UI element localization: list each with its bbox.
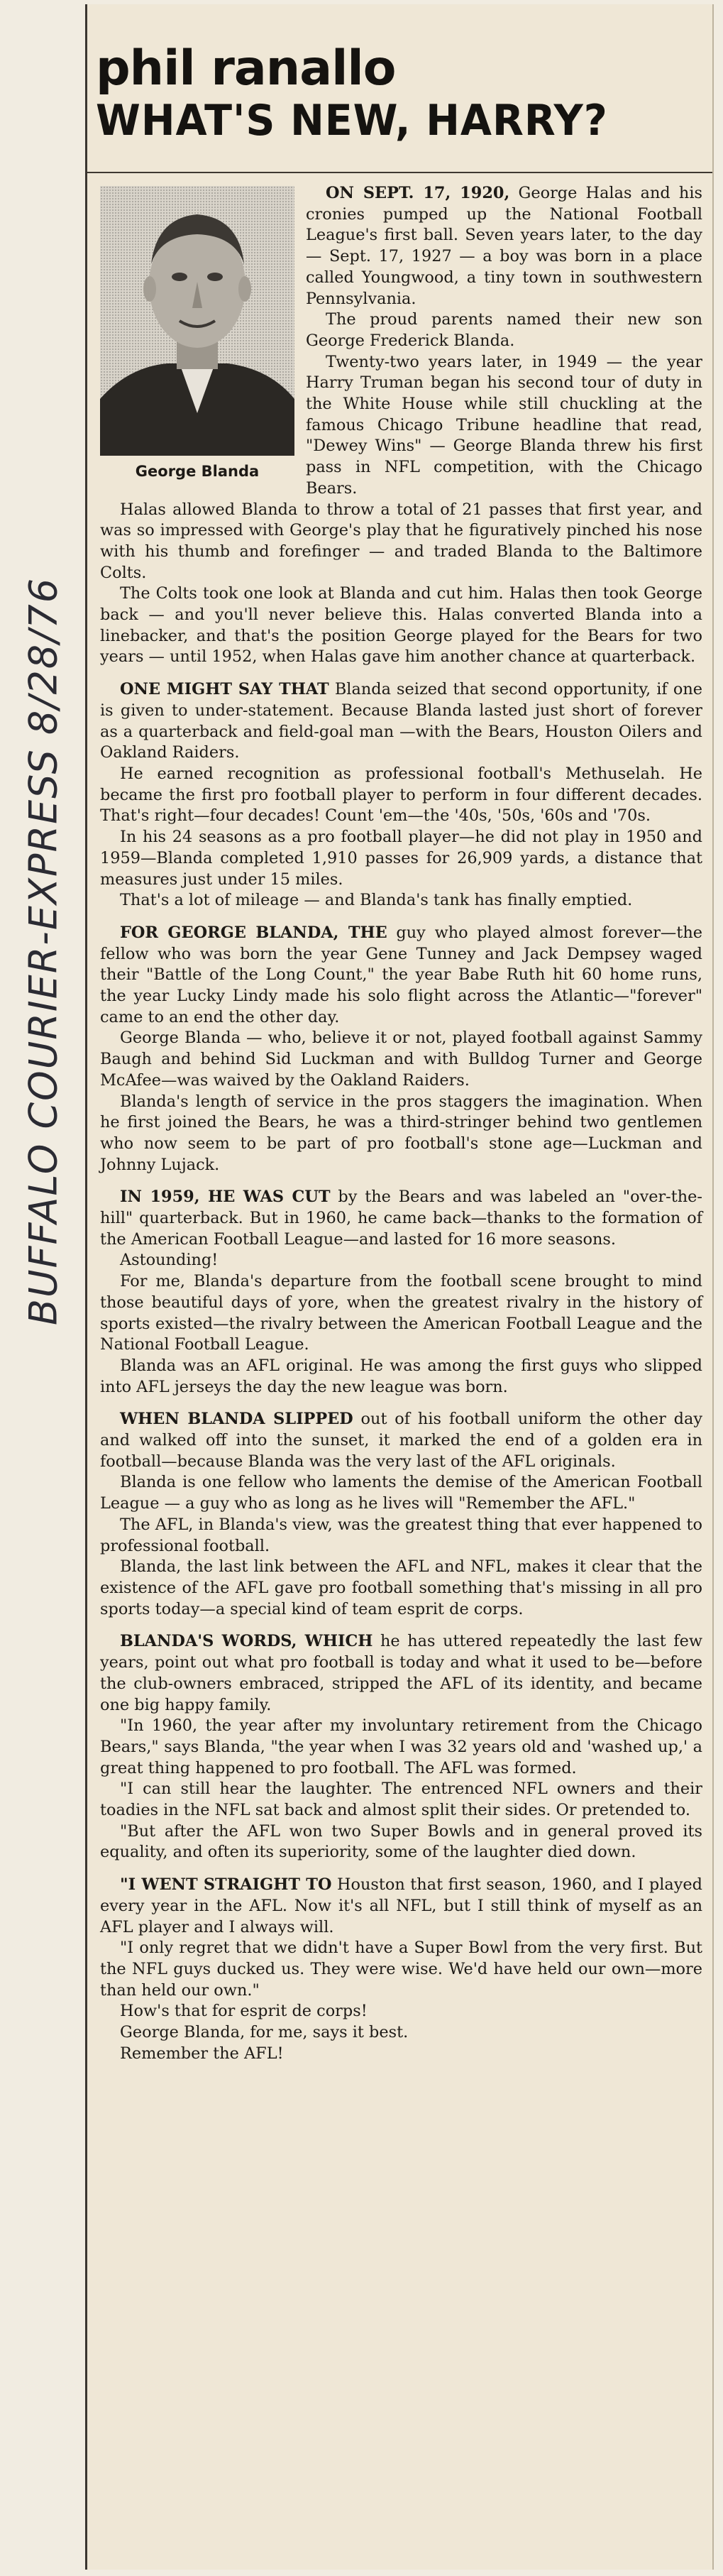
- section-6-paragraph-3: George Blanda, for me, says it best.: [120, 2023, 409, 2042]
- intro-paragraph-3: Twenty-two years later, in 1949 — the year Harry Truman began his second tour of duty in the White House while still chuckling at the famous Chicago Tribune headline that read, "Dewey Wins" — George Blanda threw his first pass in NFL competition, with the Chicago Bears.: [306, 352, 702, 498]
- player-photo: [100, 186, 294, 484]
- section-3-first-text: by the Bears and was labeled an "over-the-hill" quarterback. But in 1960, he came back—thanks to the formation of the American Football League—and lasted for 16 more seasons.: [100, 1188, 702, 1249]
- intro-paragraph-1-text: George Halas and his cronies pumped up the National Football League's first ball. Seven years later, to the day — Sept. 17, 1927 — a boy was born in a place called Youngwood, a tiny town in southwestern Pennsylvania.: [306, 184, 702, 308]
- section-6-paragraph-1: "I only regret that we didn't have a Super Bowl from the very first. But the NFL guys ducked us. They were wise. We'd have held our own—more than held our own.": [100, 1939, 702, 2000]
- section-6-paragraph-4: Remember the AFL!: [120, 2044, 284, 2063]
- section-4-paragraph-3: Blanda, the last link between the AFL and NFL, makes it clear that the existence of the AFL gave pro football something that's missing in all pro sports today—a special kind of team esprit de corps.: [100, 1557, 702, 1618]
- section-5-paragraph-3: "But after the AFL won two Super Bowls and in general proved its equality, and often its superiority, some of the laughter died down.: [100, 1821, 702, 1862]
- section-4-paragraph-2: The AFL, in Blanda's view, was the greatest thing that ever happened to professional football.: [100, 1515, 702, 1555]
- section-1-paragraph-2: In his 24 seasons as a pro football player—he did not play in 1950 and 1959—Blanda completed 1,910 passes for 26,909 yards, a distance that measures just under 15 miles.: [100, 828, 702, 889]
- photo-caption: George Blanda: [135, 463, 260, 480]
- headline-rule: [87, 172, 712, 173]
- section-4-lead: WHEN BLANDA SLIPPED: [120, 1410, 353, 1429]
- columnist-byline: phil ranallo: [96, 40, 396, 97]
- intro-dateline: ON SEPT. 17, 1920,: [326, 184, 510, 202]
- section-6-first-text: Houston that first season, 1960, and I played every year in the AFL. Now it's all NFL, but I still think of myself as an AFL player and I always will.: [100, 1875, 702, 1936]
- section-2-lead-paragraph: [100, 923, 702, 1029]
- section-3-lead: IN 1959, HE WAS CUT: [120, 1188, 331, 1207]
- section-3-lead-paragraph: [100, 1187, 702, 1250]
- section-2-lead: FOR GEORGE BLANDA, THE: [120, 923, 387, 942]
- section-5-paragraph-1: "In 1960, the year after my involuntary retirement from the Chicago Bears," says Blanda, "the year when I was 32 years old and 'washed up,' a great thing happened to pro football. The AFL was formed.: [100, 1716, 702, 1777]
- section-3-paragraph-2: For me, Blanda's departure from the football scene brought to mind those beautiful days of yore, when the greatest rivalry in the history of sports existed—the rivalry between the American Football League and the National Football League.: [100, 1272, 702, 1354]
- newspaper-clipping: [85, 4, 714, 2570]
- section-4-first-text: out of his football uniform the other day and walked off into the sunset, it marked the end of a golden era in football—because Blanda was the very last of the AFL originals.: [100, 1410, 702, 1471]
- section-6-lead-paragraph: [100, 1875, 702, 1938]
- section-2-paragraph-2: Blanda's length of service in the pros staggers the imagination. When he first joined the Bears, he was a third-stringer behind two gentlemen who now seem to be part of pro football's stone age—Luckman and Johnny Lujack.: [100, 1092, 702, 1174]
- section-1-lead-paragraph: [100, 679, 702, 764]
- section-1-paragraph-1: He earned recognition as professional football's Methuselah. He became the first pro football player to perform in four different decades. That's right—four decades! Count 'em—the '40s, '50s, '60s and '70s.: [100, 764, 702, 826]
- intro-paragraph-4: Halas allowed Blanda to throw a total of 21 passes that first year, and was so impressed with George's play that he figuratively pinched his nose with his thumb and forefinger — and traded Blanda to the Baltimore Colts.: [100, 500, 702, 582]
- intro-paragraph-2: The proud parents named their new son George Frederick Blanda.: [306, 310, 702, 350]
- section-1-first-text: Blanda seized that second opportunity, if one is given to under-statement. Because Blanda lasted just short of forever as a quarterback and field-goal man —with the Bears, Houston Oilers and Oakland Raiders.: [100, 680, 702, 762]
- section-1-lead: ONE MIGHT SAY THAT: [120, 680, 329, 699]
- section-4-paragraph-1: Blanda is one fellow who laments the demise of the American Football League — a guy who as long as he lives will "Remember the AFL.": [100, 1473, 702, 1513]
- section-3-paragraph-1: Astounding!: [120, 1251, 219, 1270]
- portrait-image: [100, 186, 294, 456]
- section-5-paragraph-2: "I can still hear the laughter. The entrenced NFL owners and their toadies in the NFL sat back and almost split their sides. Or pretended to.: [100, 1780, 702, 1820]
- section-5-first-text: he has uttered repeatedly the last few years, point out what pro football is today and what it used to be—before the club-owners embraced, stripped the AFL of its identity, and became one big happy family.: [100, 1632, 702, 1714]
- article-body: [87, 183, 712, 2064]
- section-6-lead: "I WENT STRAIGHT TO: [120, 1875, 332, 1895]
- section-3-paragraph-3: Blanda was an AFL original. He was among the first guys who slipped into AFL jerseys the day the new league was born.: [100, 1356, 702, 1396]
- section-2-first-text: guy who played almost forever—the fellow who was born the year Gene Tunney and Jack Dempsey waged their "Battle of the Long Count," the year Babe Ruth hit 60 home runs, the year Lucky Lindy made his solo flight across the Atlantic—"forever" came to an end the other day.: [100, 923, 702, 1026]
- section-1-paragraph-3: That's a lot of mileage — and Blanda's tank has finally emptied.: [120, 891, 633, 910]
- column-title: WHAT'S NEW, HARRY?: [96, 96, 608, 146]
- section-5-lead: BLANDA'S WORDS, WHICH: [120, 1632, 373, 1651]
- section-5-lead-paragraph: [100, 1631, 702, 1716]
- headline-block: [96, 40, 706, 146]
- handwritten-margin-note: [4, 28, 82, 1874]
- section-6-paragraph-2: How's that for esprit de corps!: [120, 2002, 368, 2021]
- section-2-paragraph-1: George Blanda — who, believe it or not, played football against Sammy Baugh and behind Sid Luckman and with Bulldog Turner and George McAfee—was waived by the Oakland Raiders.: [100, 1029, 702, 1090]
- section-4-lead-paragraph: [100, 1409, 702, 1472]
- intro-paragraph-5: The Colts took one look at Blanda and cut him. Halas then took George back — and you'll never believe this. Halas converted Blanda into a linebacker, and that's the position George played for the Bears for two years — until 1952, when Halas gave him another chance at quarterback.: [100, 584, 702, 667]
- margin-note-text: BUFFALO COURIER-EXPRESS 8/28/76: [21, 576, 66, 1326]
